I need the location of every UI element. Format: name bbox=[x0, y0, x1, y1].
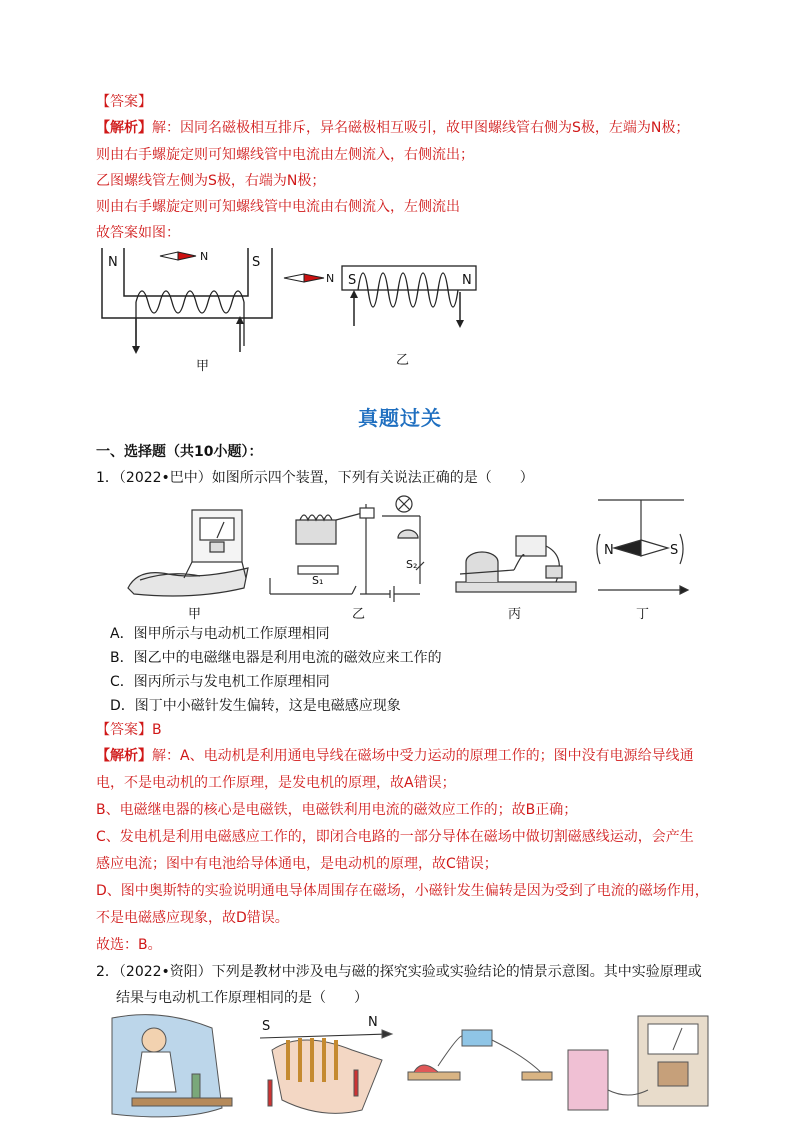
caption-jia: 甲 bbox=[196, 359, 210, 374]
magnet-s-label: S bbox=[252, 255, 261, 270]
needle-left-half bbox=[160, 252, 178, 260]
fig-jia-galvanometer bbox=[128, 510, 248, 596]
fig-label-s1: S₁ bbox=[312, 574, 324, 587]
fig-motor-board bbox=[408, 1030, 552, 1080]
q2-figure bbox=[92, 1010, 718, 1122]
fig-label-ding: 丁 bbox=[636, 607, 650, 622]
solenoid-answer-figure bbox=[96, 246, 480, 374]
fig-label-s: S bbox=[670, 543, 679, 558]
fig-galvanometer-box bbox=[568, 1016, 708, 1110]
current-in-arrow bbox=[236, 316, 244, 324]
q1-analysis-7: 不是电磁感应现象，故D错误。 bbox=[96, 910, 289, 926]
right-needle-n-label: N bbox=[326, 272, 335, 285]
current-out-arrow bbox=[132, 346, 140, 354]
needle-right-half bbox=[178, 252, 196, 260]
q1-analysis-3: B、电磁继电器的核心是电磁铁，电磁铁利用电流的磁效应工作的；故B正确； bbox=[96, 802, 578, 818]
q1-analysis-5: 感应电流；图中有电池给导体通电，是电动机的原理，故C错误； bbox=[96, 856, 498, 872]
fig-scientist bbox=[112, 1015, 232, 1117]
analysis-line-1: 【解析】解：因同名磁极相互排斥，异名磁极相互吸引，故甲图螺线管右侧为S极，左端为N极； bbox=[96, 120, 690, 136]
q1-analysis-2: 电，不是电动机的工作原理，是发电机的原理，故A错误； bbox=[96, 775, 456, 791]
needle-n-label: N bbox=[200, 250, 209, 263]
fig-hand-solenoid bbox=[260, 1030, 392, 1113]
q1-stem: 1．（2022•巴中）如图所示四个装置，下列有关说法正确的是（ ） bbox=[96, 470, 534, 486]
caption-yi: 乙 bbox=[396, 353, 410, 368]
magnet-n-label: N bbox=[108, 255, 118, 270]
q1-analysis-1: 【解析】解：A、电动机是利用通电导线在磁场中受力运动的原理工作的；图中没有电源给导线通 bbox=[96, 748, 694, 764]
q2-stem-2: 结果与电动机工作原理相同的是（ ） bbox=[116, 990, 368, 1006]
fig-yi-relay bbox=[270, 496, 424, 602]
q1-answer: 【答案】B bbox=[96, 722, 162, 738]
section-title: 真题过关 bbox=[358, 406, 442, 430]
fig-label-s2: S₂ bbox=[406, 558, 418, 571]
q2-stem-1: 2．（2022•资阳）下列是教材中涉及电与磁的探究实验或实验结论的情景示意图。其中实验原理或 bbox=[96, 964, 702, 980]
q1-option-c: C．图丙所示与发电机工作原理相同 bbox=[110, 674, 330, 690]
analysis-line-4: 则由右手螺旋定则可知螺线管中电流由右侧流入，左侧流出 bbox=[96, 199, 460, 215]
fig-label-n: N bbox=[604, 543, 614, 558]
fig-label-yi: 乙 bbox=[352, 607, 366, 622]
right-n-label: N bbox=[462, 273, 472, 288]
q1-choice: 故选：B。 bbox=[96, 937, 162, 953]
analysis-line-3: 乙图螺线管左侧为S极，右端为N极； bbox=[96, 173, 326, 189]
fig-label-bing: 丙 bbox=[508, 607, 522, 622]
right-s-label: S bbox=[348, 273, 357, 288]
q1-option-d: D．图丁中小磁针发生偏转，这是电磁感应现象 bbox=[110, 698, 401, 714]
fig-label-jia: 甲 bbox=[188, 607, 202, 622]
answer-label: 【答案】 bbox=[96, 94, 152, 110]
q1-option-a: A．图甲所示与电动机工作原理相同 bbox=[110, 626, 330, 642]
q1-figure bbox=[120, 494, 692, 624]
analysis-line-5: 故答案如图： bbox=[96, 225, 180, 241]
fig-bing-motor bbox=[456, 536, 576, 592]
section-heading: 一、选择题（共10小题）： bbox=[96, 444, 263, 460]
analysis-line-2: 则由右手螺旋定则可知螺线管中电流由左侧流入，右侧流出； bbox=[96, 147, 474, 163]
right-solenoid-core bbox=[342, 266, 476, 290]
fig-q2-s: S bbox=[262, 1019, 271, 1034]
q1-analysis-6: D、图中奥斯特的实验说明通电导体周围存在磁场，小磁针发生偏转是因为受到了电流的磁场作用， bbox=[96, 883, 709, 899]
fig-q2-n: N bbox=[368, 1015, 378, 1030]
q1-analysis-4: C、发电机是利用电磁感应工作的，即闭合电路的一部分导体在磁场中做切割磁感线运动，会产生 bbox=[96, 829, 694, 845]
q1-option-b: B．图乙中的电磁继电器是利用电流的磁效应来工作的 bbox=[110, 650, 442, 666]
